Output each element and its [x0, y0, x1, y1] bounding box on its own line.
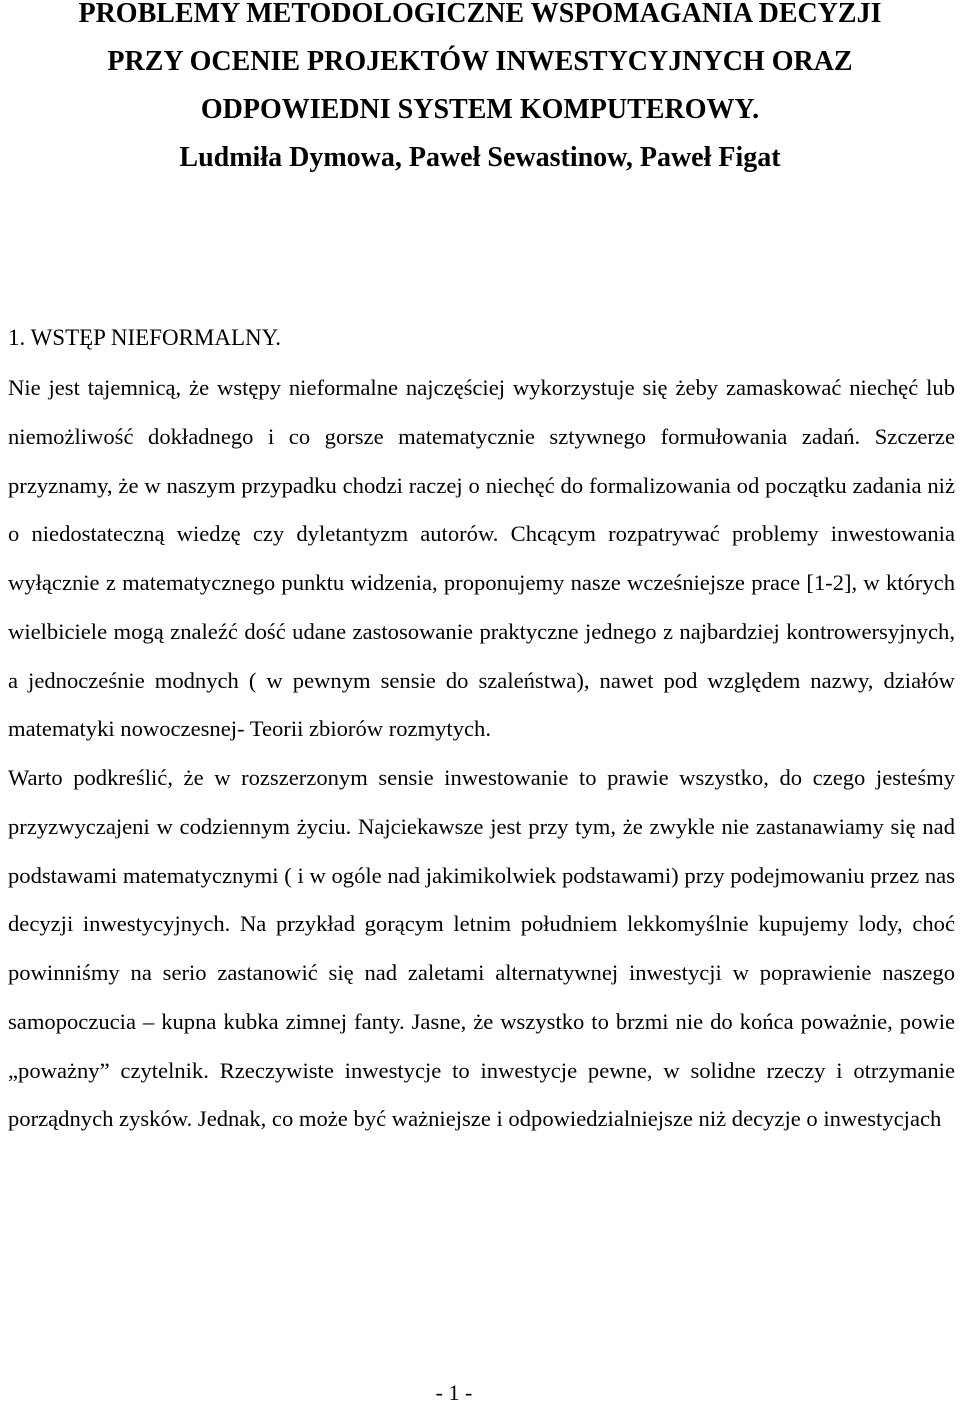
- title-line-3: ODPOWIEDNI SYSTEM KOMPUTEROWY.: [200, 94, 760, 125]
- authors-line: Ludmiła Dymowa, Paweł Sewastinow, Paweł Figat: [179, 142, 781, 173]
- title-line-1: PROBLEMY METODOLOGICZNE WSPOMAGANIA DECYZJI: [78, 0, 882, 29]
- section-heading: 1. WSTĘP NIEFORMALNY.: [8, 325, 282, 350]
- body-text: [8, 364, 955, 1144]
- title-line-2: PRZY OCENIE PROJEKTÓW INWESTYCYJNYCH ORAZ: [107, 46, 853, 77]
- paragraph-2: Warto podkreślić, że w rozszerzonym sensie inwestowanie to prawie wszystko, do czego jesteśmy przyzwyczajeni w codziennym życiu. Najciekawsze jest przy tym, że zwykle nie zastanawiamy się nad podstawami matematycznymi ( i w ogóle nad jakimikolwiek podstawami) przy podejmowaniu przez nas decyzji inwestycyjnych. Na przykład gorącym letnim południem lekkomyślnie kupujemy lody, choć powinniśmy na serio zastanowić się nad zaletami alternatywnej inwestycji w poprawienie naszego samopoczucia – kupna kubka zimnej fanty. Jasne, że wszystko to brzmi nie do końca poważnie, powie „poważny” czytelnik. Rzeczywiste inwestycje to inwestycje pewne, w solidne rzeczy i otrzymanie porządnych zysków. Jednak, co może być ważniejsze i odpowiedzialniejsze niż decyzje o inwestycjach: [8, 765, 955, 1132]
- page-number: - 1 -: [435, 1380, 473, 1405]
- document-title: [0, 0, 960, 182]
- paragraph-1: Nie jest tajemnicą, że wstępy nieformalne najczęściej wykorzystuje się żeby zamaskować niechęć lub niemożliwość dokładnego i co gorsze matematycznie sztywnego formułowania zadań. Szczerze przyznamy, że w naszym przypadku chodzi raczej o niechęć do formalizowania od początku zadania niż o niedostateczną wiedzę czy dyletantyzm autorów. Chcącym rozpatrywać problemy inwestowania wyłącznie z matematycznego punktu widzenia, proponujemy nasze wcześniejsze prace [1-2], w których wielbiciele mogą znaleźć dość udane zastosowanie praktyczne jednego z najbardziej kontrowersyjnych, a jednocześnie modnych ( w pewnym sensie do szaleństwa), nawet pod względem nazwy, działów matematyki nowoczesnej- Teorii zbiorów rozmytych.: [8, 375, 955, 742]
